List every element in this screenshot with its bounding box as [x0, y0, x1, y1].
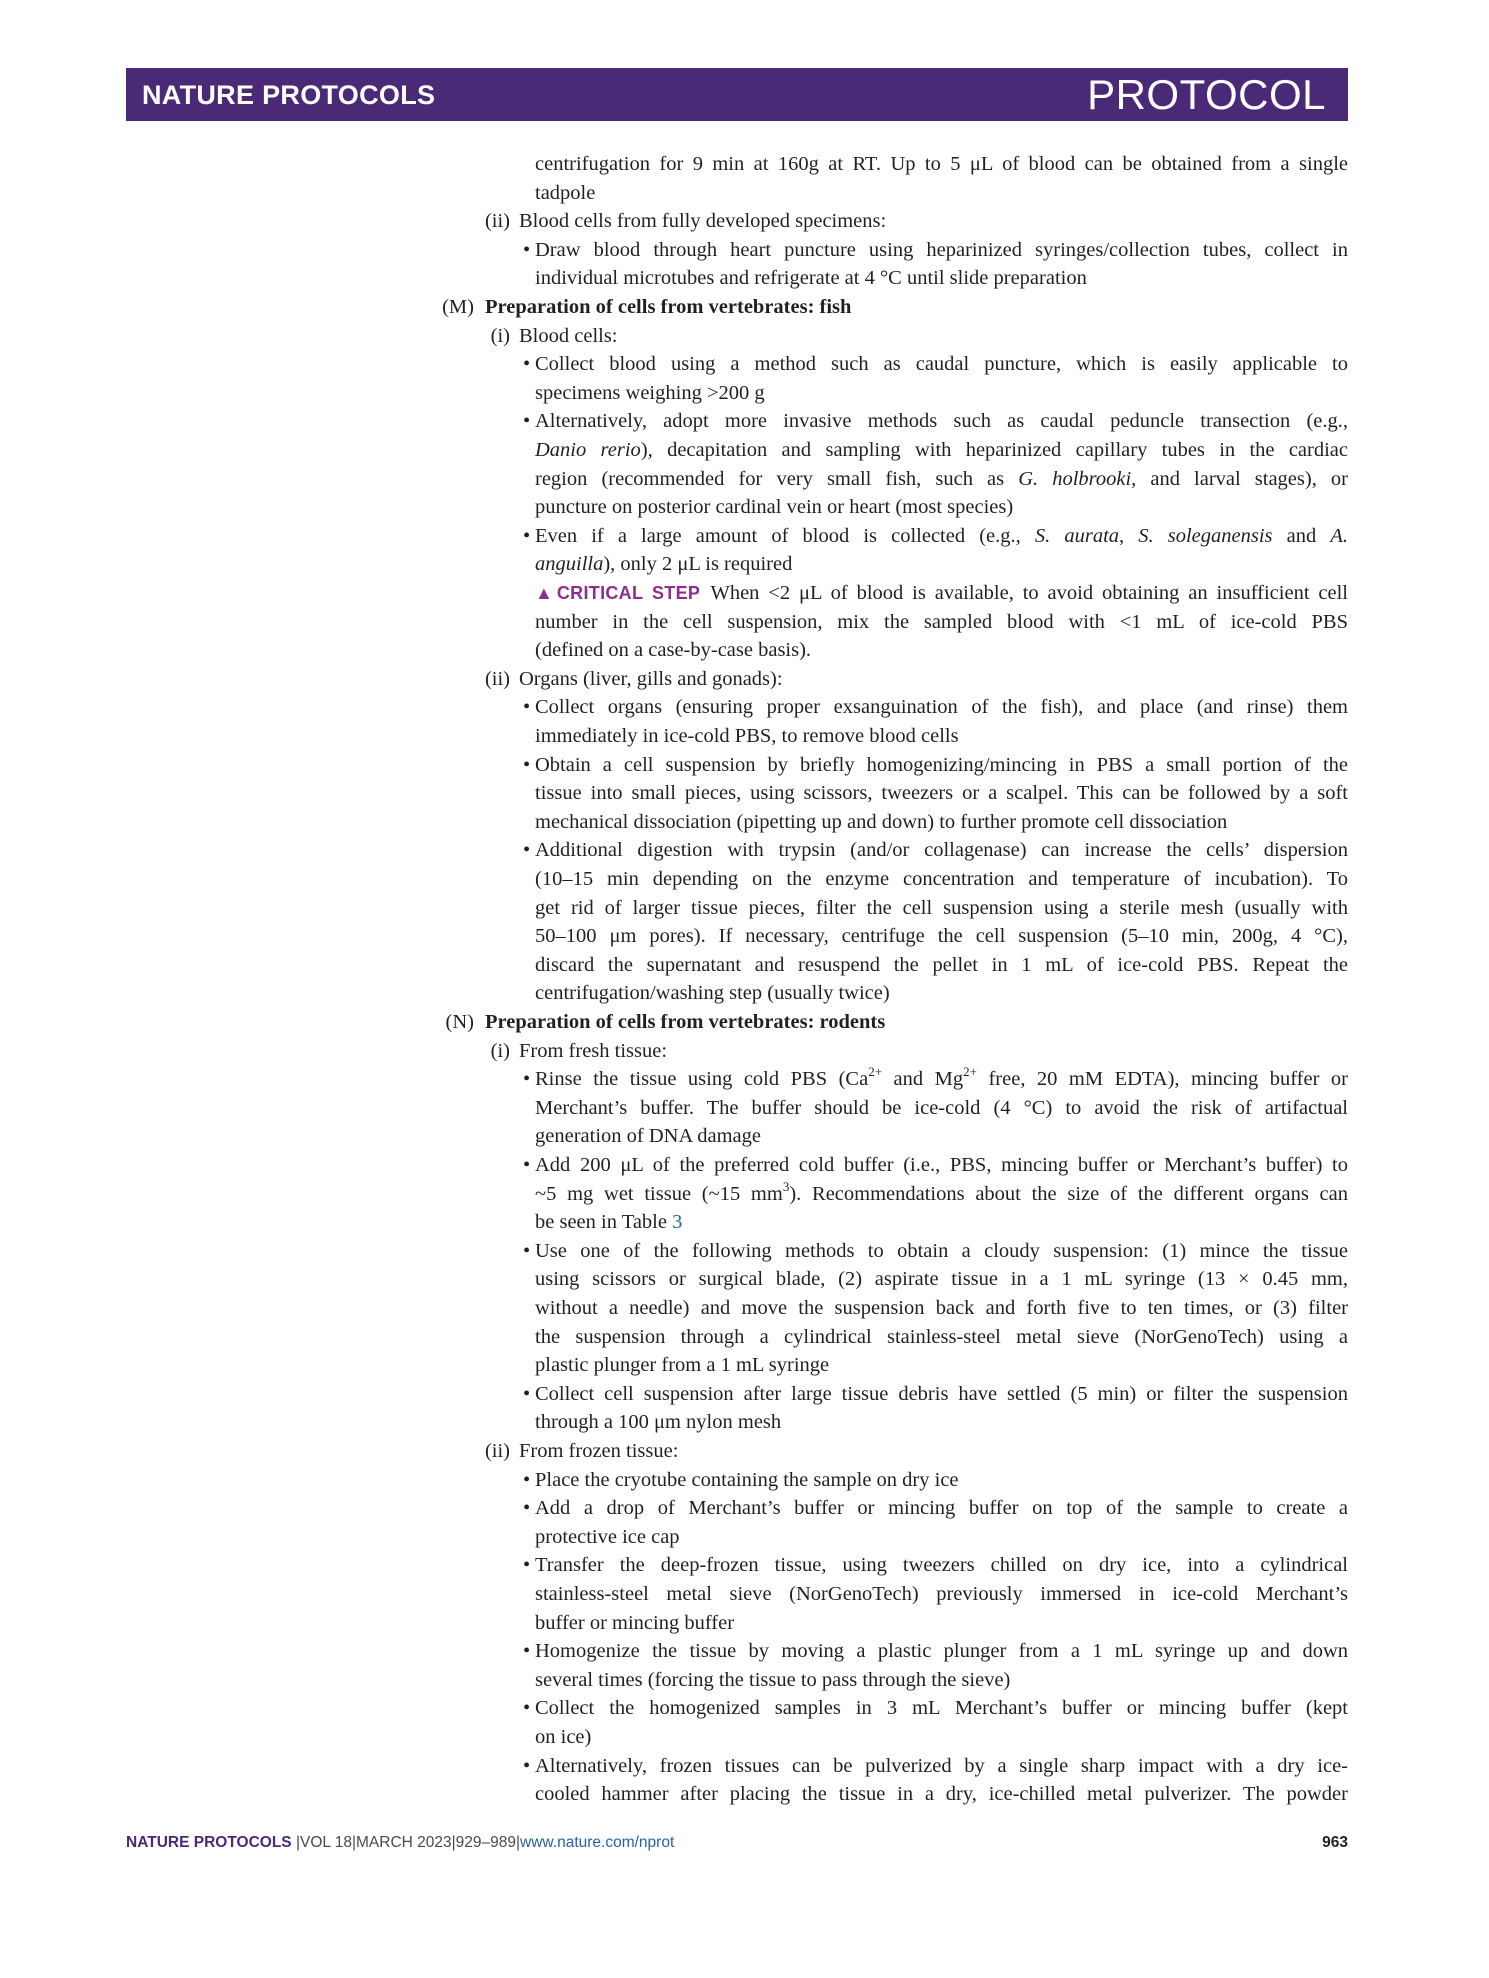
text-span: without a needle) and move the suspension back and forth five to ten times, or (3) filter	[535, 1297, 1348, 1319]
bullet-line	[535, 1294, 1348, 1322]
bullet-line	[535, 1551, 1348, 1579]
footer-url-link[interactable]: www.nature.com/nprot	[520, 1834, 675, 1851]
footer-separator: |	[451, 1834, 456, 1851]
text-line	[535, 1065, 1348, 1093]
section-n-title: Preparation of cells from vertebrates: rodents	[485, 1011, 886, 1033]
text-span: and Mg	[882, 1068, 964, 1091]
bullet-icon: •	[523, 524, 531, 547]
bullet-icon: •	[523, 839, 531, 862]
bullet-icon: •	[523, 238, 531, 261]
bullet-icon: •	[523, 696, 531, 719]
text-span: plastic plunger from a 1 mL syringe	[535, 1354, 830, 1377]
species-name: anguilla	[535, 553, 604, 576]
text-span: Alternatively, adopt more invasive methods such as caudal peduncle transection (e.g.,	[535, 410, 1348, 433]
text-span: Add a drop of Merchant’s buffer or mincing buffer on top of the sample to create a	[535, 1497, 1348, 1520]
spacer	[700, 582, 710, 604]
subsection-n-ii-title: From frozen tissue:	[519, 1440, 679, 1462]
text-span: ). Recommendations about the size of the different organs can	[789, 1182, 1348, 1205]
critical-step-line	[535, 579, 1348, 607]
text-span: get rid of larger tissue pieces, filter the cell suspension using a sterile mesh (usually with	[535, 896, 1348, 919]
bullet-icon: •	[523, 1554, 531, 1577]
bullet-line	[535, 1609, 1348, 1637]
text-line	[535, 1752, 1348, 1780]
text-span: tissue into small pieces, using scissors, tweezers or a scalpel. This can be followed by a soft	[535, 782, 1348, 805]
bullet-icon: •	[523, 1068, 531, 1091]
bullet-icon: •	[523, 1640, 531, 1663]
article-type: PROTOCOL	[1087, 71, 1326, 118]
text-span: stainless-steel metal sieve (NorGenoTech) previously immersed in ice-cold Merchant’s	[535, 1583, 1348, 1605]
text-span: protective ice cap	[535, 1525, 680, 1548]
bullet-line	[535, 693, 1348, 721]
superscript: 3	[782, 1178, 790, 1194]
text-span: ), decapitation and sampling with heparinized capillary tubes in the cardiac	[640, 439, 1348, 461]
footer-date: MARCH 2023	[356, 1834, 452, 1851]
bullet-line	[535, 865, 1348, 893]
text-span: using scissors or surgical blade, (2) aspirate tissue in a 1 mL syringe (13 × 0.45 mm,	[535, 1268, 1348, 1291]
section-m-label: (M)	[442, 296, 474, 318]
text-span: buffer or mincing buffer	[535, 1611, 735, 1634]
text-span: Additional digestion with trypsin (and/or collagenase) can increase the cells’ dispersion	[535, 839, 1348, 862]
text-span: tadpole	[535, 181, 596, 204]
text-span: free, 20 mM EDTA), mincing buffer or	[976, 1068, 1349, 1091]
text-span: region (recommended for very small fish, such as	[535, 467, 1019, 490]
text-line	[535, 1151, 1348, 1179]
bullet-icon: •	[523, 1754, 531, 1777]
text-span: Transfer the deep-frozen tissue, using tweezers chilled on dry ice, into a cylindrical	[535, 1554, 1348, 1577]
bullet-icon: •	[523, 1239, 531, 1262]
superscript: 2+	[868, 1064, 883, 1080]
text-span: cooled hammer after placing the tissue in a dry, ice-chilled metal pulverizer. The powder	[535, 1783, 1348, 1806]
text-span: be seen in Table	[535, 1211, 673, 1234]
subsection-ii-label: (ii)	[484, 210, 510, 233]
bullet-line	[535, 1323, 1348, 1351]
text-span: Collect cell suspension after large tissue debris have settled (5 min) or filter the suspension	[535, 1382, 1348, 1405]
section-n-label: (N)	[445, 1011, 474, 1033]
critical-step-line	[535, 608, 1348, 636]
text-line	[535, 1780, 1348, 1808]
text-span: mechanical dissociation (pipetting up and down) to further promote cell dissociation	[535, 810, 1228, 833]
text-span: puncture on posterior cardinal vein or heart (most species)	[535, 496, 1014, 519]
text-span: (defined on a case-by-case basis).	[535, 639, 812, 662]
text-span: ), only 2 μL is required	[603, 553, 793, 576]
text-line	[535, 150, 1348, 178]
bullet-icon: •	[523, 410, 531, 433]
footer-volume: VOL 18	[299, 1834, 352, 1851]
text-span: Add 200 μL of the preferred cold buffer (i.e., PBS, mincing buffer or Merchant’s buffer) to	[535, 1154, 1348, 1176]
critical-step-line	[535, 636, 1348, 664]
critical-step-label: CRITICAL STEP	[556, 583, 701, 603]
species-name: S. soleganensis	[1138, 524, 1273, 547]
journal-name: NATURE PROTOCOLS	[142, 80, 436, 110]
text-span: through a 100 μm nylon mesh	[535, 1411, 782, 1434]
species-name: S. aurata	[1034, 524, 1120, 547]
footer-separator: |	[295, 1834, 300, 1851]
text-span: When <2 μL of blood is available, to avoid obtaining an insufficient cell	[710, 582, 1348, 604]
bullet-icon: •	[523, 353, 531, 376]
bullet-line	[535, 1637, 1348, 1665]
text-span: Use one of the following methods to obtain a cloudy suspension: (1) mince the tissue	[535, 1239, 1348, 1262]
subsection-n-i-title: From fresh tissue:	[519, 1039, 668, 1062]
bullet-line	[535, 1694, 1348, 1722]
text-line	[535, 550, 1348, 578]
text-line	[535, 179, 1348, 207]
bullet-line	[535, 751, 1348, 779]
bullet-line	[535, 1723, 1348, 1751]
bullet-line	[535, 836, 1348, 864]
text-line	[535, 522, 1348, 550]
text-line	[535, 1122, 1348, 1150]
text-line	[535, 465, 1348, 493]
section-m-title: Preparation of cells from vertebrates: fish	[485, 296, 852, 318]
text-span: specimens weighing >200 g	[535, 381, 765, 404]
text-span: Rinse the tissue using cold PBS (Ca	[535, 1068, 869, 1091]
text-span: Place the cryotube containing the sample on dry ice	[535, 1468, 959, 1491]
bullet-line	[535, 779, 1348, 807]
text-span: Homogenize the tissue by moving a plastic plunger from a 1 mL syringe up and down	[535, 1640, 1348, 1663]
footer-separator: |	[351, 1834, 357, 1851]
subsection-ii-title: Blood cells from fully developed specimens:	[519, 210, 887, 233]
text-span: discard the supernatant and resuspend the pellet in 1 mL of ice-cold PBS. Repeat the	[535, 953, 1348, 976]
warning-triangle-icon: ▲	[535, 583, 557, 603]
bullet-line	[535, 979, 1348, 1007]
bullet-line	[535, 350, 1348, 378]
bullet-line	[535, 1237, 1348, 1265]
text-line	[535, 493, 1348, 521]
text-span: the suspension through a cylindrical stainless-steel metal sieve (NorGenoTech) using a	[535, 1325, 1348, 1348]
species-name: A.	[1330, 524, 1348, 547]
bullet-line	[535, 922, 1348, 950]
text-span: (10–15 min depending on the enzyme concentration and temperature of incubation). To	[535, 868, 1348, 890]
text-span: Obtain a cell suspension by briefly homogenizing/mincing in PBS a small portion of the	[535, 753, 1348, 776]
text-span: 50–100 μm pores). If necessary, centrifuge the cell suspension (5–10 min, 200g, 4 °C),	[535, 925, 1348, 948]
text-span: Collect the homogenized samples in 3 mL Merchant’s buffer or mincing buffer (kept	[535, 1697, 1348, 1720]
text-span: and	[1272, 524, 1331, 547]
bullet-icon: •	[523, 1497, 531, 1520]
subsection-m-ii-label: (ii)	[484, 667, 510, 690]
bullet-line	[535, 1494, 1348, 1522]
bullet-icon: •	[523, 1697, 531, 1720]
text-line	[535, 1208, 1348, 1236]
bullet-icon: •	[523, 1382, 531, 1405]
subsection-n-ii-label: (ii)	[484, 1440, 510, 1462]
footer-pages: 929–989	[455, 1834, 517, 1851]
footer-journal: NATURE PROTOCOLS	[126, 1834, 292, 1851]
text-span: centrifugation/washing step (usually twice)	[535, 982, 890, 1005]
text-span: Alternatively, frozen tissues can be pulverized by a single sharp impact with a dry ice-	[535, 1754, 1348, 1777]
text-span: Draw blood through heart puncture using heparinized syringes/collection tubes, collect in	[535, 238, 1348, 261]
species-name: Danio rerio	[535, 439, 641, 461]
bullet-line	[535, 1666, 1348, 1694]
text-line	[535, 436, 1348, 464]
footer-separator: |	[516, 1834, 521, 1851]
text-span: immediately in ice-cold PBS, to remove blood cells	[535, 725, 959, 747]
text-span: , and larval stages), or	[1131, 467, 1348, 490]
subsection-m-ii-title: Organs (liver, gills and gonads):	[519, 667, 783, 690]
bullet-line	[535, 951, 1348, 979]
text-span: centrifugation for 9 min at 160g at RT. Up to 5 μL of blood can be obtained from a single	[535, 153, 1348, 175]
bullet-icon: •	[523, 1154, 531, 1176]
page-footer	[126, 1830, 1348, 1856]
text-span: Collect blood using a method such as caudal puncture, which is easily applicable to	[535, 353, 1348, 376]
bullet-line	[535, 1351, 1348, 1379]
text-span: Even if a large amount of blood is collected (e.g.,	[535, 524, 1035, 547]
text-line	[535, 407, 1348, 435]
bullet-line	[535, 1265, 1348, 1293]
bullet-line	[535, 722, 1348, 750]
text-span: generation of DNA damage	[535, 1125, 761, 1148]
text-span: number in the cell suspension, mix the sampled blood with <1 mL of ice-cold PBS	[535, 610, 1348, 633]
bullet-icon: •	[523, 753, 531, 776]
subsection-m-i-title: Blood cells:	[519, 324, 618, 347]
bullet-line	[535, 1408, 1348, 1436]
bullet-line	[535, 808, 1348, 836]
text-span: individual microtubes and refrigerate at 4 °C until slide preparation	[535, 267, 1087, 290]
bullet-icon: •	[523, 1468, 531, 1491]
bullet-line	[535, 379, 1348, 407]
species-name: G. holbrooki	[1018, 467, 1132, 490]
text-span: Collect organs (ensuring proper exsanguination of the fish), and place (and rinse) them	[535, 696, 1348, 719]
text-span: several times (forcing the tissue to pass through the sieve)	[535, 1668, 1011, 1691]
text-span: Merchant’s buffer. The buffer should be ice-cold (4 °C) to avoid the risk of artifactual	[535, 1096, 1348, 1119]
page-number: 963	[1322, 1834, 1348, 1851]
table-3-link[interactable]: 3	[672, 1211, 683, 1234]
bullet-line	[535, 1380, 1348, 1408]
superscript: 2+	[963, 1064, 977, 1080]
page-header	[126, 68, 1348, 121]
bullet-line	[535, 264, 1348, 292]
bullet-line	[535, 1466, 1348, 1494]
bullet-line	[535, 1523, 1348, 1551]
bullet-line	[535, 894, 1348, 922]
text-line	[535, 1180, 1348, 1208]
bullet-line	[535, 1580, 1348, 1608]
text-line	[535, 1094, 1348, 1122]
subsection-n-i-label: (i)	[490, 1039, 510, 1062]
text-span: ,	[1119, 524, 1139, 547]
subsection-m-i-label: (i)	[490, 324, 510, 347]
text-span: ~5 mg wet tissue (~15 mm	[535, 1182, 783, 1205]
bullet-line	[535, 236, 1348, 264]
text-span: on ice)	[535, 1726, 592, 1748]
